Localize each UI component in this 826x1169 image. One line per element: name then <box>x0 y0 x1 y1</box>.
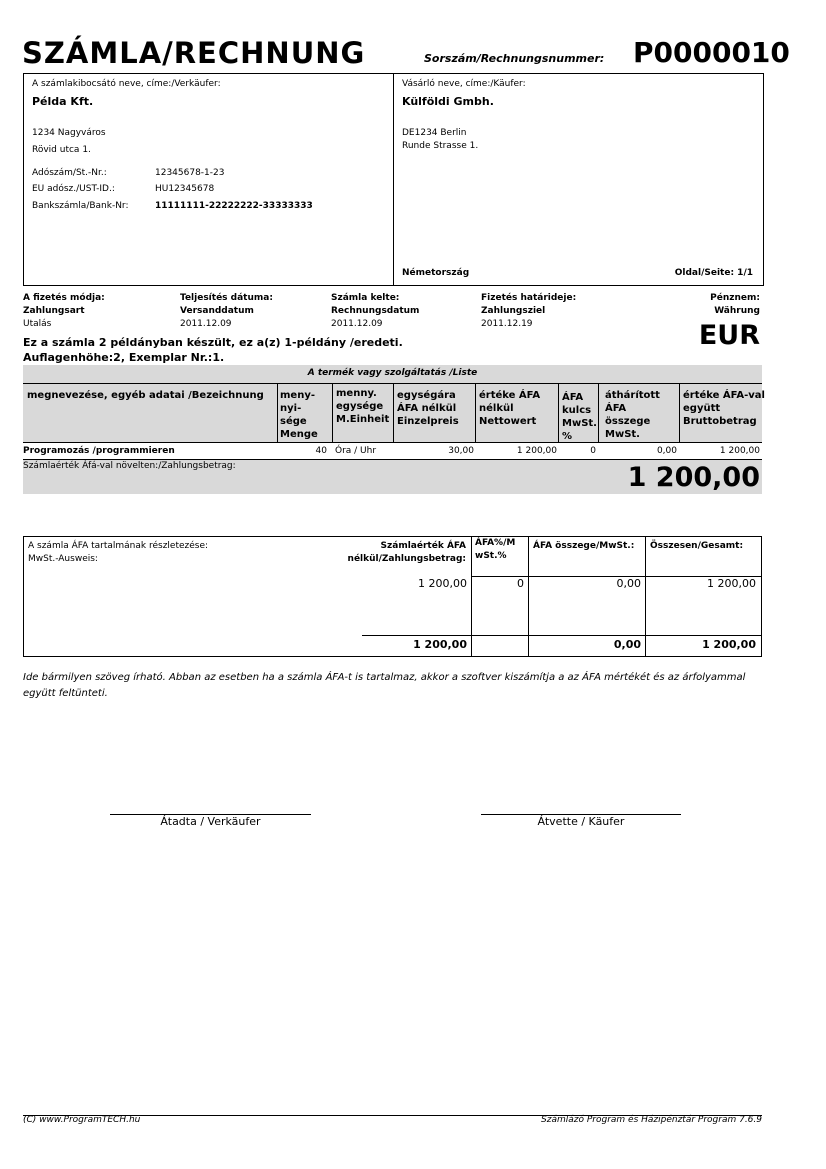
note-text: Ide bármilyen szöveg írható. Abban az esetben ha a számla ÁFA-t is tartalmaz, akkor a szoftver kiszámítja a az ÁFA mértékét és az árfolyammal együtt feltünteti. <box>23 672 746 699</box>
due-label-de: Zahlungsziel <box>481 306 546 316</box>
page-indicator: Oldal/Seite: 1/1 <box>674 268 753 278</box>
document-title: SZÁMLA/RECHNUNG <box>22 36 366 70</box>
item-net: 1 200,00 <box>516 446 557 456</box>
col-header-unit-price: egységára ÁFA nélkül Einzelpreis <box>397 390 459 427</box>
seller-eu-tax-label: EU adósz./UST-ID.: <box>32 184 115 194</box>
vat-col-total: Összesen/Gesamt: <box>650 541 744 551</box>
vat-row-net: 1 200,00 <box>418 577 467 590</box>
invoice-number: P0000010 <box>633 36 790 69</box>
buyer-signature-label: Átvette / Käufer <box>537 815 625 828</box>
item-vat: 0,00 <box>656 446 677 456</box>
vat-heading-1: A számla ÁFA tartalmának részletezése: <box>28 541 209 551</box>
delivery-label: Teljesítés dátuma: <box>180 293 273 303</box>
total-label: Számlaérték Áfá-val növelten:/Zahlungsbetrag: <box>23 461 236 471</box>
seller-heading: A számlakibocsátó neve, címe:/Verkäufer: <box>32 79 221 89</box>
item-name: Programozás /programmieren <box>23 446 175 456</box>
payment-mode: Utalás <box>23 319 52 329</box>
items-section-title: A termék vagy szolgáltatás /Liste <box>307 368 478 378</box>
buyer-box <box>393 73 764 286</box>
due-label: Fizetés határideje: <box>481 293 577 303</box>
item-unit: Óra / Uhr <box>335 446 377 456</box>
buyer-heading: Vásárló neve, címe:/Käufer: <box>402 79 526 89</box>
delivery-label-de: Versanddatum <box>180 306 254 316</box>
currency-label: Pénznem: <box>710 293 760 303</box>
seller-address-2: Rövid utca 1. <box>32 145 91 155</box>
col-header-unit: menny. egysége M.Einheit <box>336 388 390 425</box>
vat-col-rate-1: ÁFA%/M <box>475 538 516 548</box>
delivery-date: 2011.12.09 <box>180 319 232 329</box>
currency-label-de: Währung <box>714 306 760 316</box>
seller-eu-tax-value: HU12345678 <box>155 184 215 194</box>
seller-signature-label: Átadta / Verkäufer <box>160 815 261 828</box>
vat-row-rate: 0 <box>517 577 524 590</box>
invoice-number-label: Sorszám/Rechnungsnummer: <box>424 52 605 65</box>
vat-col-net-1: Számlaérték ÁFA <box>380 541 466 551</box>
seller-bank-label: Bankszámla/Bank-Nr: <box>32 201 129 211</box>
vat-col-net-2: nélkül/Zahlungsbetrag: <box>347 554 466 564</box>
col-header-vat-rate: ÁFA kulcs MwSt. % <box>562 392 597 442</box>
vat-col-amount: ÁFA összege/MwSt.: <box>533 541 635 551</box>
issue-date: 2011.12.09 <box>331 319 383 329</box>
col-header-vat: áthárított ÁFA összege MwSt. <box>605 390 660 440</box>
vat-sum-vat: 0,00 <box>613 638 641 651</box>
seller-bank-value: 11111111-22222222-33333333 <box>155 201 313 211</box>
col-header-description: megnevezése, egyéb adatai /Bezeichnung <box>27 390 264 401</box>
footer-right: Számlázó Program és Házipénztár Program 7.6.9 <box>541 1115 762 1125</box>
seller-box <box>23 73 394 286</box>
payment-mode-label: A fizetés módja: <box>23 293 105 303</box>
item-unit-price: 30,00 <box>448 446 474 456</box>
col-header-gross: értéke ÁFA-val együtt Bruttobetrag <box>683 390 765 427</box>
currency-value: EUR <box>698 320 760 351</box>
item-vat-rate: 0 <box>590 446 596 456</box>
item-qty: 40 <box>315 446 327 456</box>
issue-label: Számla kelte: <box>331 293 400 303</box>
vat-row-vat: 0,00 <box>616 577 641 590</box>
buyer-address-1: DE1234 Berlin <box>402 128 467 138</box>
item-gross: 1 200,00 <box>719 446 760 456</box>
vat-col-rate-2: wSt.% <box>475 551 507 561</box>
issue-label-de: Rechnungsdatum <box>331 306 420 316</box>
payment-mode-label-de: Zahlungsart <box>23 306 85 316</box>
copies-line-2: Auflagenhöhe:2, Exemplar Nr.:1. <box>23 351 225 364</box>
footer-left: (C) www.ProgramTECH.hu <box>23 1115 141 1125</box>
seller-address-1: 1234 Nagyváros <box>32 128 106 138</box>
seller-tax-label: Adószám/St.-Nr.: <box>32 168 107 178</box>
vat-row-total: 1 200,00 <box>707 577 756 590</box>
buyer-country: Németország <box>402 268 470 278</box>
copies-line-1: Ez a számla 2 példányban készült, ez a(z) 1-példány /eredeti. <box>23 336 403 349</box>
vat-heading-2: MwSt.-Ausweis: <box>28 554 98 564</box>
buyer-name: Külföldi Gmbh. <box>402 95 494 108</box>
col-header-quantity: meny- nyi- sége Menge <box>280 390 318 440</box>
seller-name: Példa Kft. <box>32 95 94 108</box>
buyer-address-2: Runde Strasse 1. <box>402 141 479 151</box>
col-header-net: értéke ÁFA nélkül Nettowert <box>479 390 541 427</box>
due-date: 2011.12.19 <box>481 319 533 329</box>
seller-tax-value: 12345678-1-23 <box>155 168 225 178</box>
total-value: 1 200,00 <box>627 462 760 493</box>
vat-sum-total: 1 200,00 <box>702 638 756 651</box>
vat-sum-net: 1 200,00 <box>413 638 467 651</box>
